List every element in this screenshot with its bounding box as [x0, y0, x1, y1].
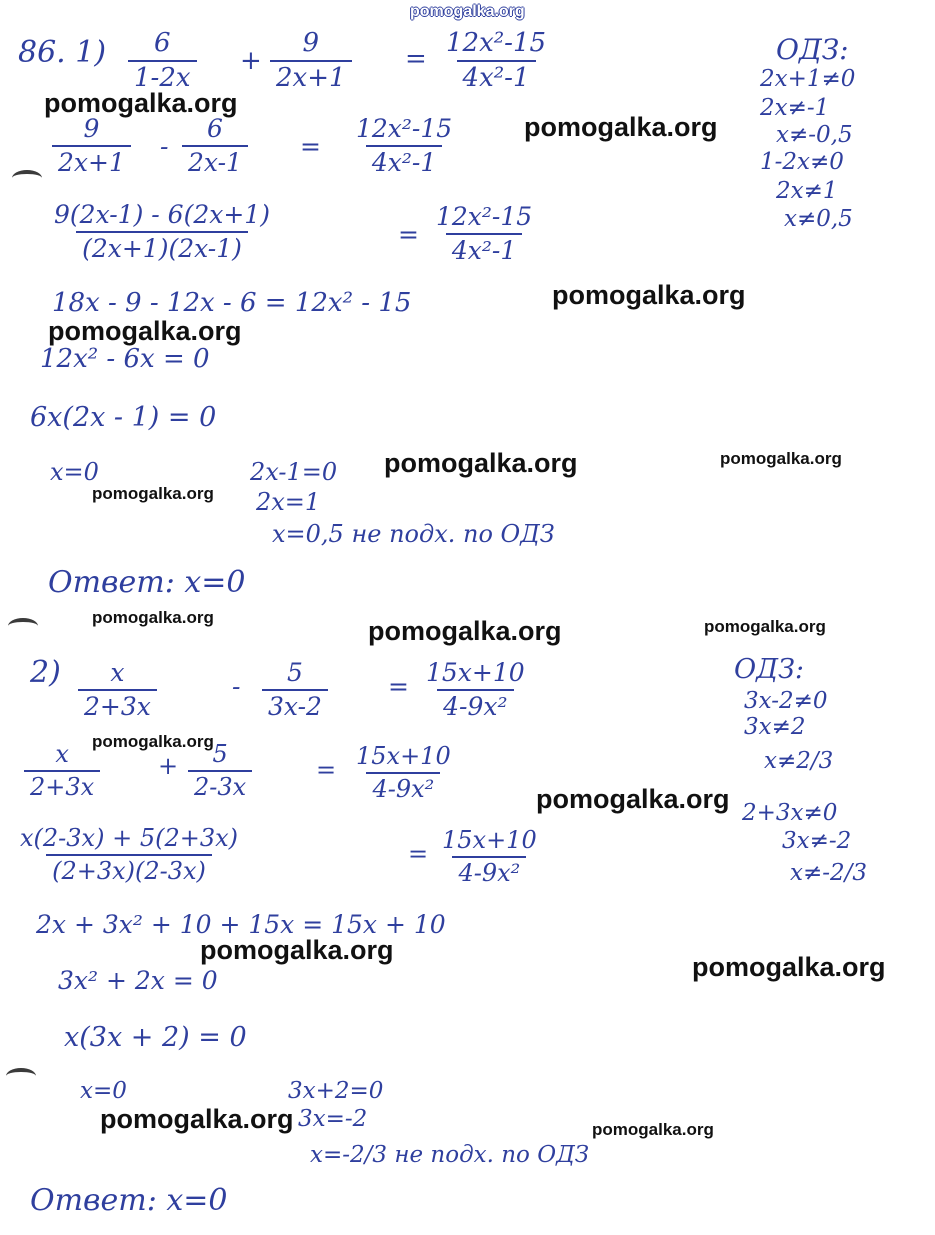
binder-hole: [8, 618, 38, 634]
watermark: pomogalka.org: [92, 608, 214, 627]
p1-s2-fraction-rhs: [350, 116, 458, 177]
denominator: 4-9x²: [366, 772, 440, 802]
denominator: (2x+1)(2x-1): [76, 231, 248, 262]
numerator: 12x²-15: [446, 28, 547, 58]
p2-s2-fraction-a: [24, 742, 100, 800]
p1-fraction-rhs: [440, 30, 552, 93]
denominator: 4x²-1: [366, 145, 442, 176]
numerator: 5: [287, 658, 303, 687]
equals: =: [398, 220, 419, 249]
p2-fraction-rhs: [420, 660, 531, 721]
problem1-label: 86. 1): [18, 35, 107, 70]
p1-fraction-b: [270, 30, 352, 93]
equals: =: [300, 132, 321, 161]
watermark: pomogalka.org: [92, 484, 214, 503]
p1-root2-line: 2x-1=0: [250, 458, 338, 486]
p1-step5: 12x² - 6x = 0: [40, 344, 210, 374]
equals: =: [408, 840, 429, 868]
denominator: 2+3x: [24, 770, 100, 800]
watermark: pomogalka.org: [524, 112, 718, 142]
watermark: pomogalka.org: [92, 732, 214, 751]
denominator: 1-2x: [128, 60, 197, 92]
watermark: pomogalka.org: [692, 952, 886, 982]
p2-fraction-b: [262, 660, 328, 721]
p1-odz-line: 2x≠-1: [760, 95, 830, 121]
numerator: 5: [212, 740, 228, 768]
p1-odz-line: 2x≠1: [776, 178, 838, 204]
operator: -: [160, 132, 169, 161]
p2-root2-line: 3x+2=0: [288, 1078, 384, 1104]
numerator: 12x²-15: [436, 202, 533, 231]
watermark: pomogalka.org: [592, 1120, 714, 1139]
denominator: 4-9x²: [437, 689, 513, 720]
p2-answer: Ответ: x=0: [30, 1183, 228, 1218]
p2-s2-fraction-rhs: [350, 744, 457, 802]
binder-hole: [12, 170, 42, 186]
watermark: pomogalka.org: [552, 280, 746, 310]
p2-odz-line: x≠-2/3: [790, 860, 868, 886]
numerator: 9: [83, 114, 100, 143]
p1-odz-title: ОДЗ:: [776, 33, 849, 66]
operator: +: [240, 46, 262, 76]
denominator: 4x²-1: [446, 233, 522, 264]
p2-odz-title: ОДЗ:: [734, 654, 805, 685]
numerator: x: [55, 740, 69, 768]
p2-root2-line: 3x=-2: [298, 1106, 368, 1132]
denominator: 2x-1: [182, 145, 248, 176]
equals: =: [405, 44, 427, 74]
denominator: 3x-2: [262, 689, 328, 720]
p1-step6: 6x(2x - 1) = 0: [30, 402, 217, 433]
numerator: 12x²-15: [356, 114, 453, 143]
watermark: pomogalka.org: [368, 616, 562, 646]
p2-s3-fraction-rhs: [436, 828, 543, 886]
binder-hole: [6, 1068, 36, 1084]
watermark: pomogalka.org: [100, 1104, 294, 1134]
numerator: 6: [154, 28, 171, 58]
site-header[interactable]: pomogalka.org: [410, 3, 525, 20]
equals: =: [388, 672, 409, 701]
numerator: 15x+10: [426, 658, 525, 687]
p2-odz-line: 3x-2≠0: [744, 688, 828, 714]
numerator: 9(2x-1) - 6(2x+1): [54, 200, 270, 229]
p2-odz-line: 3x≠2: [744, 714, 806, 740]
watermark: pomogalka.org: [720, 449, 842, 468]
p1-odz-line: 2x+1≠0: [760, 66, 856, 92]
p1-s3-fraction-rhs: [430, 204, 538, 265]
p2-odz-line: 2+3x≠0: [742, 800, 838, 826]
watermark: pomogalka.org: [48, 316, 242, 346]
p2-s3-fraction: [14, 826, 244, 884]
numerator: 6: [207, 114, 223, 143]
p1-root1: x=0: [50, 458, 99, 486]
p1-fraction-a: [128, 30, 197, 93]
watermark: pomogalka.org: [384, 448, 578, 478]
p1-s3-fraction: [48, 202, 276, 263]
operator: -: [232, 672, 241, 701]
denominator: 4x²-1: [457, 60, 536, 92]
operator: +: [158, 752, 179, 780]
numerator: 9: [302, 28, 320, 58]
p2-step4: 2x + 3x² + 10 + 15x = 15x + 10: [36, 910, 446, 939]
numerator: 15x+10: [442, 826, 537, 854]
p1-root2-line: x=0,5 не подх. по ОДЗ: [272, 520, 555, 548]
p1-s2-fraction-a: [52, 116, 131, 177]
p2-step6: x(3x + 2) = 0: [64, 1022, 247, 1053]
p2-step5: 3x² + 2x = 0: [58, 966, 218, 995]
watermark: pomogalka.org: [704, 617, 826, 636]
p1-answer: Ответ: x=0: [48, 565, 246, 600]
p1-s2-fraction-b: [182, 116, 248, 177]
problem2-label: 2): [30, 655, 61, 690]
p2-fraction-a: [78, 660, 157, 721]
watermark: pomogalka.org: [44, 88, 238, 118]
p2-root2-line: x=-2/3 не подх. по ОДЗ: [310, 1142, 590, 1168]
p1-odz-line: x≠0,5: [784, 206, 853, 232]
p1-odz-line: x≠-0,5: [776, 122, 853, 148]
p2-root1: x=0: [80, 1078, 127, 1104]
watermark: pomogalka.org: [536, 784, 730, 814]
numerator: x(2-3x) + 5(2+3x): [20, 824, 238, 852]
p1-step4: 18x - 9 - 12x - 6 = 12x² - 15: [52, 288, 412, 318]
equals: =: [316, 756, 337, 784]
denominator: (2+3x)(2-3x): [46, 854, 212, 884]
p1-root2-line: 2x=1: [256, 488, 321, 516]
denominator: 2x+1: [270, 60, 352, 92]
p2-odz-line: 3x≠-2: [782, 828, 852, 854]
numerator: 15x+10: [356, 742, 451, 770]
denominator: 2+3x: [78, 689, 157, 720]
p2-odz-line: x≠2/3: [764, 748, 834, 774]
numerator: x: [110, 658, 125, 687]
denominator: 2-3x: [188, 770, 252, 800]
p1-odz-line: 1-2x≠0: [760, 149, 844, 175]
denominator: 2x+1: [52, 145, 131, 176]
denominator: 4-9x²: [452, 856, 526, 886]
watermark: pomogalka.org: [200, 935, 394, 965]
